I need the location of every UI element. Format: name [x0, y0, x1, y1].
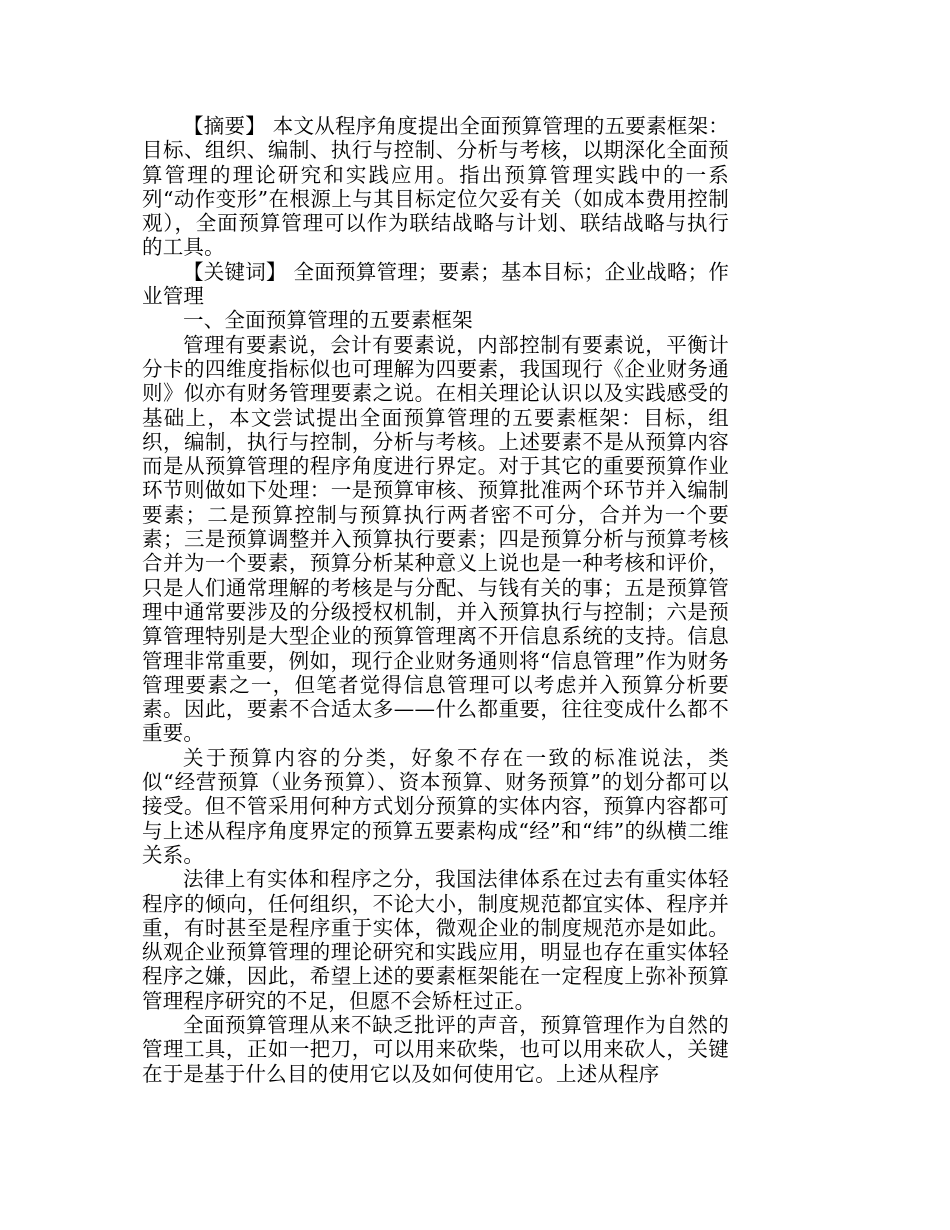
body-paragraph: 关于预算内容的分类，好象不存在一致的标准说法，类似“经营预算（业务预算）、资本预算、财务预算”的划分都可以接受。但不管采用何种方式划分预算的实体内容，预算内容都可与上述从程序角度界定的预算五要素构成“经”和“纬”的纵横二维关系。 — [142, 745, 729, 867]
keywords-paragraph — [142, 260, 729, 309]
body-paragraph: 全面预算管理从来不缺乏批评的声音，预算管理作为自然的管理工具，正如一把刀，可以用来砍柴，也可以用来砍人，关键在于是基于什么目的使用它以及如何使用它。上述从程序 — [142, 1012, 729, 1086]
abstract-text: 本文从程序角度提出全面预算管理的五要素框架：目标、组织、编制、执行与控制、分析与考核，以期深化全面预算管理的理论研究和实践应用。指出预算管理实践中的一系列“动作变形”在根源上与其目标定位欠妥有关（如成本费用控制观），全面预算管理可以作为联结战略与计划、联结战略与执行的工具。 — [142, 114, 729, 260]
abstract-paragraph — [142, 114, 729, 260]
keywords-label: 【关键词】 — [183, 259, 287, 284]
document-page — [142, 114, 729, 1086]
body-paragraph: 管理有要素说，会计有要素说，内部控制有要素说，平衡计分卡的四维度指标似也可理解为四要素，我国现行《企业财务通则》似亦有财务管理要素之说。在相关理论认识以及实践感受的基础上，本文尝试提出全面预算管理的五要素框架：目标，组织，编制，执行与控制，分析与考核。上述要素不是从预算内容而是从预算管理的程序角度进行界定。对于其它的重要预算作业环节则做如下处理：一是预算审核、预算批准两个环节并入编制要素；二是预算控制与预算执行两者密不可分，合并为一个要素；三是预算调整并入预算执行要素；四是预算分析与预算考核合并为一个要素，预算分析某种意义上说也是一种考核和评价，只是人们通常理解的考核是与分配、与钱有关的事；五是预算管理中通常要涉及的分级授权机制，并入预算执行与控制；六是预算管理特别是大型企业的预算管理离不开信息系统的支持。信息管理非常重要，例如，现行企业财务通则将“信息管理”作为财务管理要素之一，但笔者觉得信息管理可以考虑并入预算分析要素。因此，要素不合适太多——什么都重要，往往变成什么都不重要。 — [142, 332, 729, 746]
abstract-label: 【摘要】 — [183, 114, 266, 138]
section-heading: 一、全面预算管理的五要素框架 — [183, 308, 473, 333]
keywords-text: 全面预算管理；要素；基本目标；企业战略；作业管理 — [142, 259, 730, 309]
body-paragraph: 法律上有实体和程序之分，我国法律体系在过去有重实体轻程序的倾向，任何组织，不论大小，制度规范都宜实体、程序并重，有时甚至是程序重于实体，微观企业的制度规范亦是如此。纵观企业预算管理的理论研究和实践应用，明显也存在重实体轻程序之嫌，因此，希望上述的要素框架能在一定程度上弥补预算管理程序研究的不足，但愿不会矫枉过正。 — [142, 867, 729, 1013]
